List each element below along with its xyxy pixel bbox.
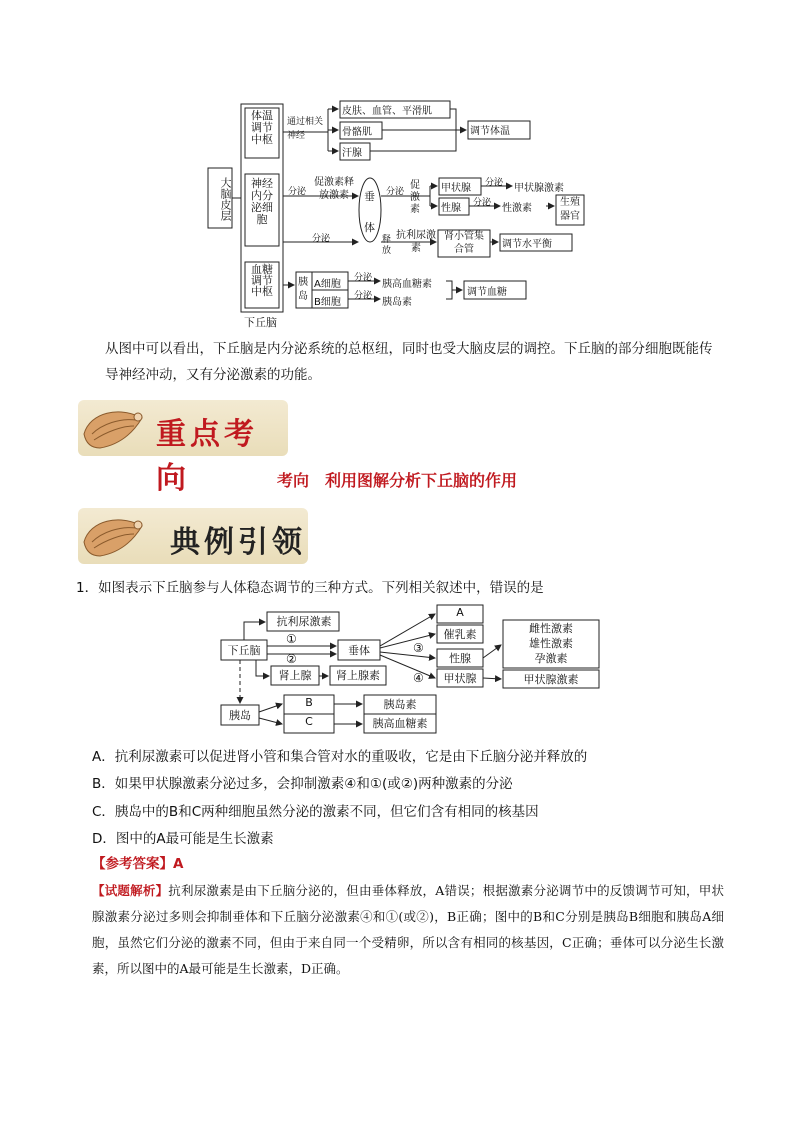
q-pituitary-label: 垂体 bbox=[348, 644, 370, 657]
q-thyroxine-label: 甲状腺激素 bbox=[523, 673, 579, 686]
q-b-label: B bbox=[305, 696, 313, 709]
regulate-glucose-label: 调节血糖 bbox=[467, 287, 507, 298]
muscle-label: 骨骼肌 bbox=[342, 127, 372, 138]
q-adrenal-label: 肾上腺 bbox=[278, 669, 312, 682]
q-a-label: A bbox=[456, 606, 464, 619]
q-islet-label: 胰岛 bbox=[229, 709, 251, 722]
secrete-label-5: 分泌 bbox=[312, 234, 331, 244]
kaoxiang-heading: 考向 利用图解分析下丘脑的作用 bbox=[276, 471, 517, 490]
b-cell-label: B细胞 bbox=[314, 297, 341, 308]
analysis bbox=[92, 878, 724, 982]
question-text: 1．如图表示下丘脑参与人体稳态调节的三种方式。下列相关叙述中，错误的是 bbox=[76, 580, 544, 596]
sweat-label: 汗腺 bbox=[342, 148, 362, 159]
secrete-label-2: 分泌 bbox=[386, 187, 405, 197]
a-cell-label: A细胞 bbox=[314, 279, 341, 290]
option-d: D．图中的A最可能是生长激素 bbox=[92, 831, 274, 847]
option-a: A．抗利尿激素可以促进肾小管和集合管对水的重吸收，它是由下丘脑分泌并释放的 bbox=[92, 749, 588, 765]
analysis-tag: 【试题解析】 bbox=[92, 883, 169, 898]
pituitary-top-label: 垂 bbox=[364, 190, 375, 203]
q-adh-label: 抗利尿激素 bbox=[276, 615, 332, 628]
glucagon-label: 胰高血糖素 bbox=[382, 279, 432, 290]
insulin-label: 胰岛素 bbox=[382, 297, 412, 308]
cortex-text: 大脑皮层 bbox=[219, 177, 232, 221]
banner-example-title: 典例引领 bbox=[170, 525, 306, 560]
sex-hormone-label: 性激素 bbox=[502, 203, 532, 214]
q-gonad-label: 性腺 bbox=[449, 652, 471, 665]
q-insulin-label: 胰岛素 bbox=[383, 698, 417, 711]
glucose-center-label: 血糖调节中枢 bbox=[251, 263, 273, 298]
q-adrenaline-label: 肾上腺素 bbox=[336, 669, 380, 682]
regulate-temp-label: 调节体温 bbox=[470, 126, 510, 137]
hypothalamus-label: 下丘脑 bbox=[244, 316, 277, 329]
summary-paragraph: 从图中可以看出，下丘脑是内分泌系统的总枢纽，同时也受大脑皮层的调控。下丘脑的部分细胞既能传导神经冲动，又有分泌激素的功能。 bbox=[105, 341, 713, 383]
secrete-label-7: 分泌 bbox=[354, 291, 373, 301]
q-prolactin-label: 催乳素 bbox=[443, 628, 477, 641]
analysis-text: 抗利尿激素是由下丘脑分泌的，但由垂体释放，A错误；根据激素分泌调节中的反馈调节可知，甲状腺激素分泌过多则会抑制垂体和下丘脑分泌激素④和①(或②)，B正确；图中的B和C分别是胰岛B细胞和胰岛A细胞，虽然它们分泌的激素不同，但由于来自同一个受精卵，所以含有相同的核基因，C正确；垂体可以分泌生长激素，所以图中的A最可能是生长激素，D正确。 bbox=[92, 883, 724, 976]
kidney-label: 肾小管集合管 bbox=[444, 231, 484, 255]
banner-key-points-title: 重点考向 bbox=[156, 417, 258, 496]
q-glucagon-label: 胰高血糖素 bbox=[372, 717, 428, 730]
secrete-label-4: 分泌 bbox=[473, 198, 492, 208]
answer: 【参考答案】A bbox=[92, 856, 184, 872]
q-thyroid-label: 甲状腺 bbox=[443, 672, 477, 685]
releasing-hormone-label: 促激素释放激素 bbox=[314, 177, 354, 201]
skin-label: 皮肤、血管、平滑肌 bbox=[342, 106, 432, 117]
q-hypothalamus-label: 下丘脑 bbox=[227, 644, 261, 657]
q-sex-hormones bbox=[503, 621, 599, 666]
pituitary-bottom-label: 体 bbox=[364, 221, 375, 234]
option-b: B．如果甲状腺激素分泌过多，会抑制激素④和①(或②)两种激素的分泌 bbox=[92, 776, 513, 792]
adh-label: 抗利尿激素 bbox=[396, 230, 436, 254]
gonad-label: 性腺 bbox=[441, 203, 461, 214]
temp-center-label: 体温调节中枢 bbox=[251, 109, 273, 146]
q-circle-4: ④ bbox=[413, 671, 424, 685]
option-c: C．胰岛中的B和C两种细胞虽然分泌的激素不同，但它们含有相同的核基因 bbox=[92, 804, 539, 820]
islet-label: 胰岛 bbox=[298, 277, 308, 302]
q-c-label: C bbox=[305, 715, 313, 728]
q-circle-2: ② bbox=[286, 652, 297, 666]
q-circle-3: ③ bbox=[413, 641, 424, 655]
secrete-label-1: 分泌 bbox=[288, 187, 307, 197]
thyroxine-label: 甲状腺激素 bbox=[514, 183, 564, 194]
thyroid-label: 甲状腺 bbox=[441, 183, 471, 194]
tropic-hormone-label: 促激素 bbox=[410, 180, 420, 215]
q-sex-hormone-3: 孕激素 bbox=[534, 652, 568, 665]
q-circle-1: ① bbox=[286, 632, 297, 646]
q-sex-hormone-1: 雌性激素 bbox=[529, 622, 573, 635]
secrete-label-3: 分泌 bbox=[485, 178, 504, 188]
q-sex-hormone-2: 雄性激素 bbox=[529, 637, 573, 650]
regulate-water-label: 调节水平衡 bbox=[502, 239, 552, 250]
release-label: 释放 bbox=[382, 235, 392, 256]
neurosecretory-label: 神经内分泌细胞 bbox=[251, 177, 273, 226]
via-nerve-label: 通过相关神经 bbox=[287, 117, 324, 141]
reproductive-label: 生殖器官 bbox=[560, 197, 580, 222]
secrete-label-6: 分泌 bbox=[354, 273, 373, 283]
